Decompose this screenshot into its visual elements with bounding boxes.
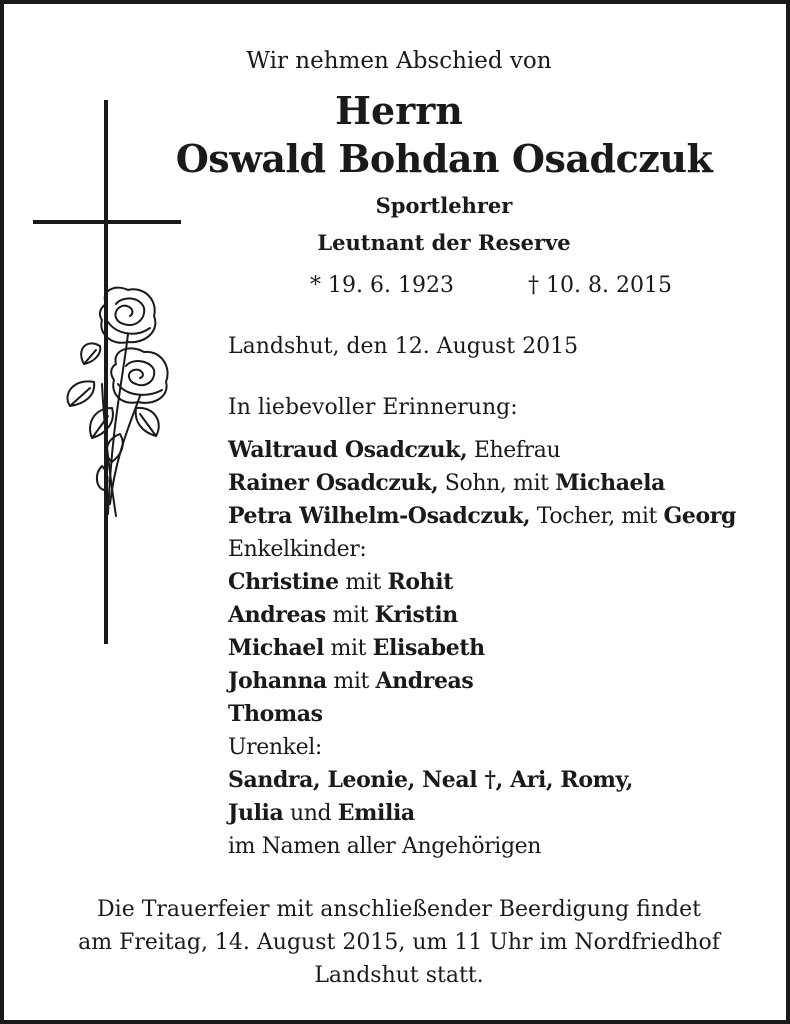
mourner-name: Sandra, Leonie, Neal †, Ari, Romy, bbox=[228, 767, 634, 793]
memory-heading: In liebevoller Erinnerung: bbox=[228, 395, 518, 420]
mourner-name: Thomas bbox=[228, 701, 323, 727]
mourner-text: mit bbox=[323, 636, 373, 661]
mourner-text: Enkelkinder: bbox=[228, 537, 367, 562]
mourner-name: Christine bbox=[228, 569, 339, 595]
funeral-info-line: Die Trauerfeier mit anschließender Beerdigung findet bbox=[97, 897, 701, 922]
mourner-name: Andreas bbox=[228, 602, 326, 628]
mourner-name: Elisabeth bbox=[372, 635, 485, 661]
mourners-list bbox=[228, 434, 736, 863]
mourner-name: Julia bbox=[228, 800, 284, 826]
title-profession: Sportlehrer bbox=[375, 193, 513, 218]
roses-icon bbox=[4, 4, 204, 524]
mourner-line bbox=[228, 533, 736, 566]
salutation: Herrn bbox=[335, 88, 463, 133]
mourner-text: im Namen aller Angehörigen bbox=[228, 834, 542, 859]
mourner-name: Kristin bbox=[374, 602, 458, 628]
death-date: † 10. 8. 2015 bbox=[528, 273, 672, 298]
intro-text: Wir nehmen Abschied von bbox=[246, 48, 552, 74]
title-rank: Leutnant der Reserve bbox=[317, 230, 571, 255]
mourner-name: Georg bbox=[663, 503, 736, 529]
mourner-line bbox=[228, 698, 736, 731]
mourner-name: Johanna bbox=[228, 668, 327, 694]
mourner-name: Emilia bbox=[337, 800, 415, 826]
mourner-name: Michael bbox=[228, 635, 324, 661]
mourner-line bbox=[228, 500, 736, 533]
mourner-name: Rohit bbox=[387, 569, 453, 595]
mourner-line bbox=[228, 434, 736, 467]
mourner-name: Rainer Osadczuk, bbox=[228, 470, 439, 496]
mourner-name: Andreas bbox=[375, 668, 474, 694]
mourner-line bbox=[228, 599, 736, 632]
mourner-text: und bbox=[283, 801, 338, 826]
mourner-name: Michaela bbox=[555, 470, 665, 496]
mourner-line bbox=[228, 632, 736, 665]
mourner-text: mit bbox=[326, 669, 376, 694]
deceased-name: Oswald Bohdan Osadczuk bbox=[175, 136, 713, 181]
funeral-info-line: am Freitag, 14. August 2015, um 11 Uhr im Nordfriedhof bbox=[78, 930, 720, 955]
mourner-text: Ehefrau bbox=[467, 438, 561, 463]
mourner-line bbox=[228, 467, 736, 500]
mourner-name: Petra Wilhelm-Osadczuk, bbox=[228, 503, 531, 529]
mourner-line bbox=[228, 764, 736, 797]
mourner-text: mit bbox=[325, 603, 375, 628]
mourner-text: Sohn, mit bbox=[438, 471, 556, 496]
place-date: Landshut, den 12. August 2015 bbox=[228, 334, 579, 359]
mourner-line bbox=[228, 566, 736, 599]
birth-date: * 19. 6. 1923 bbox=[310, 273, 454, 298]
funeral-info bbox=[4, 893, 790, 992]
funeral-info-line: Landshut statt. bbox=[314, 963, 484, 988]
mourner-line bbox=[228, 731, 736, 764]
mourner-line bbox=[228, 665, 736, 698]
mourner-text: Urenkel: bbox=[228, 735, 322, 760]
mourner-name: Waltraud Osadczuk, bbox=[228, 437, 468, 463]
mourner-text: Tocher, mit bbox=[530, 504, 664, 529]
mourner-text: mit bbox=[338, 570, 388, 595]
mourner-line bbox=[228, 830, 736, 863]
mourner-line bbox=[228, 797, 736, 830]
